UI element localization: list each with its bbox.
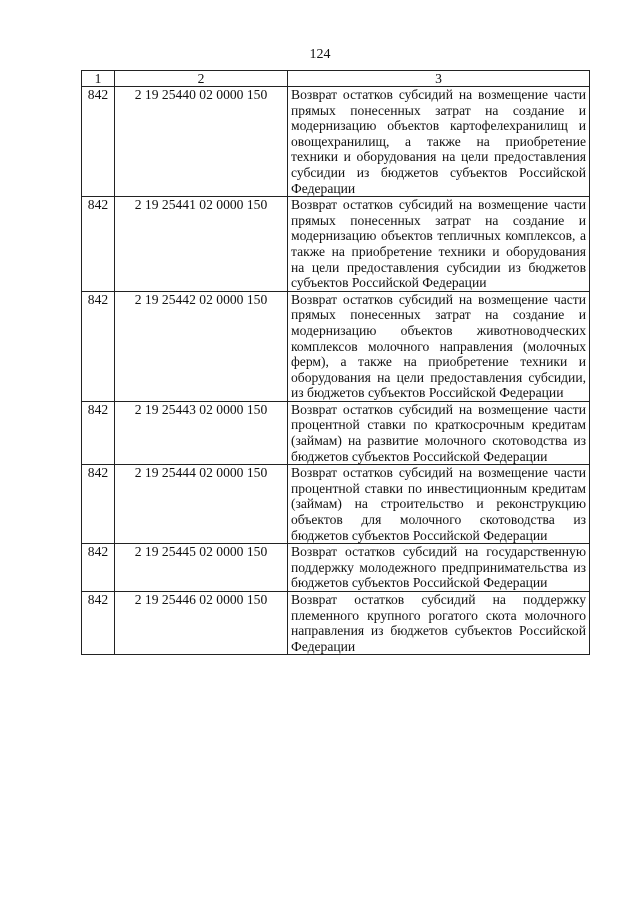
table-row (82, 544, 590, 592)
budget-classification-code-cell: 2 19 25440 02 0000 150 (115, 87, 288, 197)
column-header-1: 1 (82, 71, 115, 87)
admin-code-cell: 842 (82, 401, 115, 464)
description-cell (288, 465, 590, 544)
table-row (82, 592, 590, 655)
column-header-2: 2 (115, 71, 288, 87)
description-cell (288, 87, 590, 197)
budget-classification-code-cell: 2 19 25444 02 0000 150 (115, 465, 288, 544)
column-header-3: 3 (288, 71, 590, 87)
admin-code-cell: 842 (82, 197, 115, 292)
description-text: Возврат остатков субсидий на поддержку племенного крупного рогатого скота молочного направления из бюджетов субъектов Российской Федерации (291, 592, 586, 654)
table-row (82, 291, 590, 401)
admin-code-cell: 842 (82, 87, 115, 197)
admin-code-cell: 842 (82, 544, 115, 592)
description-cell (288, 291, 590, 401)
description-text: Возврат остатков субсидий на государственную поддержку молодежного предпринимательства из бюджетов субъектов Российской Федерации (291, 544, 586, 591)
description-cell (288, 592, 590, 655)
description-text: Возврат остатков субсидий на возмещение части прямых понесенных затрат на создание и модернизацию объектов тепличных комплексов, а также на приобретение техники и оборудования на цели предоставления субсидии из бюджетов субъектов Российской Федерации (291, 197, 586, 291)
table-header-row (82, 71, 590, 87)
admin-code-cell: 842 (82, 291, 115, 401)
description-cell (288, 197, 590, 292)
table-row (82, 87, 590, 197)
description-text: Возврат остатков субсидий на возмещение части процентной ставки по инвестиционным кредитам (займам) на строительство и реконструкцию объектов для молочного скотоводства из бюджетов субъектов Российской Федерации (291, 465, 586, 543)
description-cell (288, 544, 590, 592)
budget-classification-code-cell: 2 19 25446 02 0000 150 (115, 592, 288, 655)
description-cell (288, 401, 590, 464)
description-text: Возврат остатков субсидий на возмещение части прямых понесенных затрат на создание и модернизацию объектов животноводческих комплексов молочного направления (молочных ферм), а также на приобретение техники и оборудования на цели предоставления субсидии, из бюджетов субъектов Российской Федерации (291, 291, 586, 401)
description-text: Возврат остатков субсидий на возмещение части процентной ставки по краткосрочным кредитам (займам) на развитие молочного скотоводства из бюджетов субъектов Российской Федерации (291, 401, 586, 464)
budget-classification-code-cell: 2 19 25441 02 0000 150 (115, 197, 288, 292)
page-number: 124 (309, 47, 331, 62)
budget-code-table (81, 70, 590, 655)
admin-code-cell: 842 (82, 592, 115, 655)
admin-code-cell: 842 (82, 465, 115, 544)
budget-classification-code-cell: 2 19 25443 02 0000 150 (115, 401, 288, 464)
budget-classification-code-cell: 2 19 25442 02 0000 150 (115, 291, 288, 401)
table-row (82, 401, 590, 464)
budget-classification-code-cell: 2 19 25445 02 0000 150 (115, 544, 288, 592)
table-row (82, 197, 590, 292)
description-text: Возврат остатков субсидий на возмещение части прямых понесенных затрат на создание и модернизацию объектов картофелехранилищ и овощехранилищ, а также на приобретение техники и оборудования на цели предоставления субсидии из бюджетов субъектов Российской Федерации (291, 87, 586, 196)
table-row (82, 465, 590, 544)
